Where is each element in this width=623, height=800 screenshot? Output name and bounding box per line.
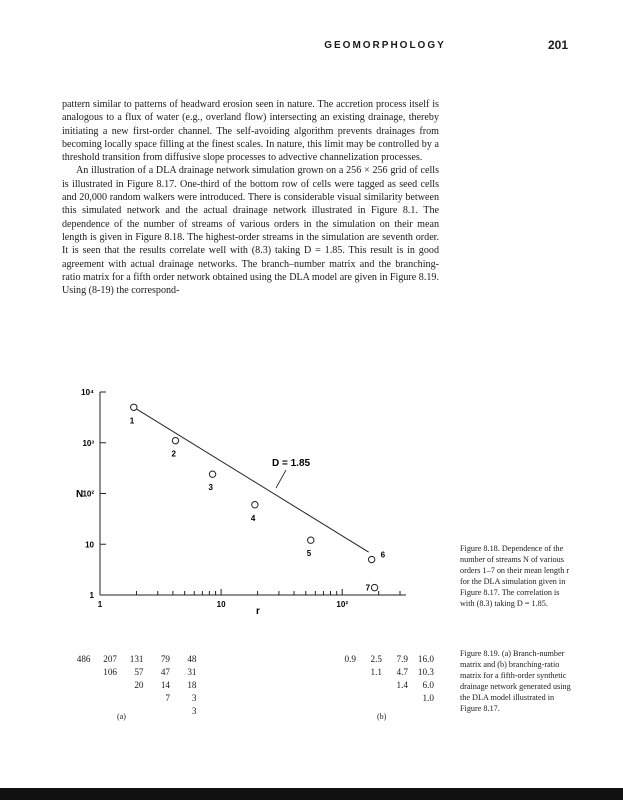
data-point <box>252 502 258 508</box>
matrix-cell: 1.1 <box>370 667 382 677</box>
paragraph: pattern similar to patterns of headward erosion seen in nature. The accretion process itself is analogous to a flux of water (e.g., overland flow) intersecting an existing drainage, thereby initiating a new first-order channel. The self-avoiding algorithm prevents drainages from becoming locally space filling at the finest scales. In nature, this limit may be controlled by a threshold transition from diffusive slope processes to advective channelization processes. <box>62 99 439 164</box>
data-point <box>368 556 374 562</box>
matrix-row <box>330 693 434 706</box>
matrix-row <box>330 680 434 693</box>
y-tick-label: 1 <box>89 591 94 600</box>
matrix-cell <box>330 667 356 680</box>
branching-ratio-matrix <box>330 654 434 706</box>
x-axis-label: r <box>256 606 260 617</box>
matrix-cell <box>64 667 91 680</box>
data-point <box>172 437 178 443</box>
data-point <box>209 471 215 477</box>
d-annotation: D = 1.85 <box>272 458 311 469</box>
running-header: GEOMORPHOLOGY <box>324 40 446 51</box>
matrix-cell: 18 <box>187 680 197 690</box>
point-label: 1 <box>129 416 135 426</box>
point-label: 6 <box>380 550 386 560</box>
matrix-cell: 486 <box>76 654 91 664</box>
matrix-row <box>330 667 434 680</box>
point-label: 5 <box>306 549 312 559</box>
page-number: 201 <box>548 38 569 52</box>
annotation-leader <box>276 470 286 488</box>
matrix-cell: 0.9 <box>344 654 356 664</box>
fit-line <box>134 407 369 552</box>
matrix-cell <box>382 693 408 706</box>
matrix-cell: 31 <box>187 667 197 677</box>
matrix-cell: 1.0 <box>422 693 434 703</box>
matrix-cell: 1.4 <box>396 680 408 690</box>
y-tick-label: 10 <box>85 540 94 550</box>
matrix-cell <box>356 693 382 706</box>
matrix-cell: 4.7 <box>396 667 408 677</box>
body-text <box>62 98 439 297</box>
matrix-cell: 16.0 <box>417 654 434 664</box>
matrix-cell: 207 <box>103 654 117 664</box>
branch-number-matrix <box>64 654 197 719</box>
matrix-cell <box>64 706 91 719</box>
data-point <box>371 584 377 590</box>
figure-8-18-caption: Figure 8.18. Dependence of the number of streams N of various orders 1–7 on their mean length r for the DLA simulation given in Figure 8.17. The correlation is with (8.3) taking D = 1.85. <box>460 544 570 608</box>
y-tick-label: 10⁴ <box>81 388 94 397</box>
x-tick-label: 10² <box>336 600 348 609</box>
matrix-cell <box>330 693 356 706</box>
matrix-cell <box>64 680 91 693</box>
matrix-cell: 3 <box>191 706 197 716</box>
matrix-cell <box>91 680 118 693</box>
paragraph: An illustration of a DLA drainage network simulation grown on a 256 × 256 grid of cells is illustrated in Figure 8.17. One-third of the bottom row of cells were tagged as seed cells and 20,000 random walkers were introduced. There is considerable visual similarity between this simulated network and the actual drainage network illustrated in Figure 8.1. The dependence of the number of streams of various orders in the simulation on their mean length is given in Figure 8.18. The highest-order streams in the simulation are seventh order. It is seen that the results correlate well with (8.3) taking D = 1.85. This result is in good agreement with actual drainage networks. The branch–number matrix and the branching-ratio matrix for a fifth order network obtained using the DLA model are given in Figure 8.19. Using (8-19) the correspond- <box>62 165 439 297</box>
matrix-cell: 7.9 <box>396 654 408 664</box>
matrix-b-label: (b) <box>377 712 387 721</box>
x-tick-label: 1 <box>97 600 103 609</box>
matrix-cell: 57 <box>134 667 144 677</box>
matrix-cell <box>91 706 118 719</box>
matrix-cell: 14 <box>160 680 170 690</box>
matrix-cell: 131 <box>129 654 144 664</box>
y-tick-label: 10³ <box>82 438 94 448</box>
matrix-cell: 2.5 <box>370 654 382 664</box>
matrix-row <box>64 654 197 667</box>
matrix-cell: 6.0 <box>422 680 434 690</box>
matrix-cell: 20 <box>134 680 144 690</box>
matrix-row <box>330 654 434 667</box>
figure-8-19-caption: Figure 8.19. (a) Branch-number matrix and (b) branching-ratio matrix for a fifth-order synthetic drainage network generated using the DLA model illustrated in Figure 8.17. <box>460 649 571 713</box>
matrix-row <box>64 667 197 680</box>
matrix-cell <box>144 706 171 719</box>
point-label: 3 <box>208 483 214 493</box>
point-label: 4 <box>250 513 256 523</box>
matrix-cell <box>117 693 144 706</box>
data-point <box>131 404 137 410</box>
matrix-cell: 79 <box>160 654 170 664</box>
point-label: 2 <box>171 449 176 459</box>
matrix-cell: 48 <box>187 654 197 664</box>
matrix-row <box>64 693 197 706</box>
data-point <box>308 537 314 543</box>
matrix-cell <box>356 680 382 693</box>
chart-marks <box>130 404 386 593</box>
matrix-cell: 47 <box>160 667 170 677</box>
matrix-cell: 10.3 <box>417 667 434 677</box>
point-label: 7 <box>365 583 371 593</box>
stream-order-plot <box>60 382 420 627</box>
matrix-cell <box>91 693 118 706</box>
matrix-cell: 3 <box>191 693 197 703</box>
y-axis-label: N <box>76 489 84 500</box>
page-bottom-edge <box>0 788 623 800</box>
matrix-row <box>64 706 197 719</box>
y-tick-label: 10² <box>82 489 94 499</box>
matrix-cell: 106 <box>103 667 117 677</box>
matrix-cell <box>330 680 356 693</box>
x-tick-label: 10 <box>216 600 226 609</box>
matrix-cell <box>64 693 91 706</box>
matrix-cell: 7 <box>165 693 170 703</box>
matrix-a-label: (a) <box>117 712 126 721</box>
matrix-row <box>64 680 197 693</box>
